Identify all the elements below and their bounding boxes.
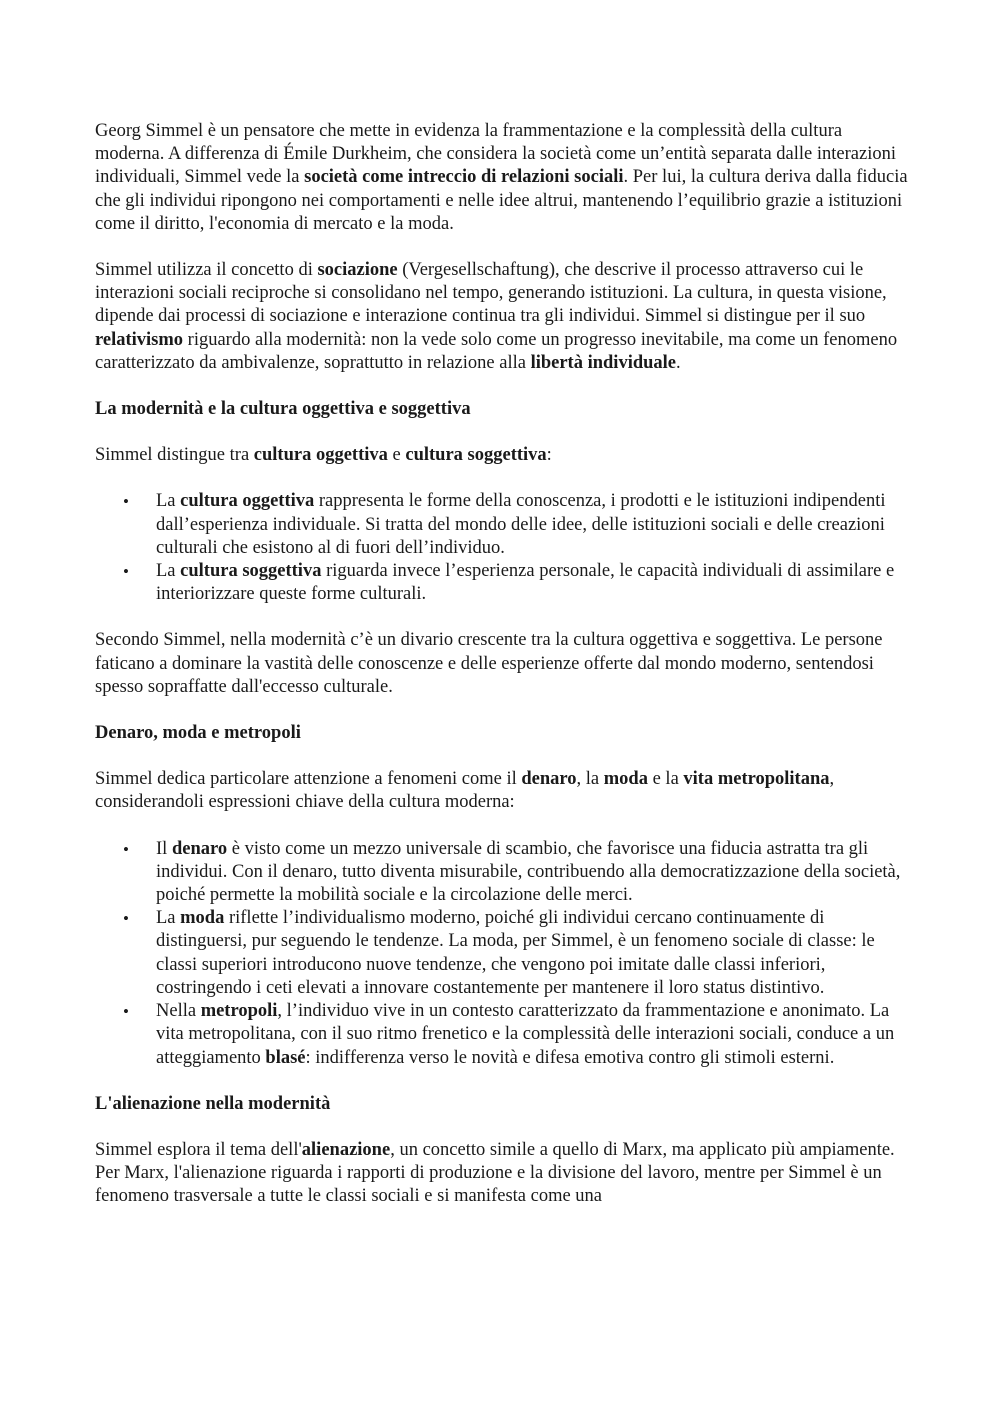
text: : (546, 445, 552, 466)
list-item (95, 907, 915, 1000)
bold-text: blasé (265, 1047, 306, 1068)
list-item (95, 560, 915, 606)
bold-text: denaro (521, 769, 577, 790)
text: e (387, 445, 406, 466)
text: , la (576, 769, 604, 790)
text: Simmel esplora il tema dell' (95, 1139, 302, 1160)
text: rappresenta le forme della conoscenza, i prodotti e le istituzioni indipendenti dall’esperienza individuale. Si tratta del mondo delle idee, delle istituzioni sociali e delle creazioni culturali che esistono al di fuori dell’individuo. (156, 491, 886, 558)
text: riguardo alla modernità: non la vede solo come un progresso inevitabile, ma come un fenomeno caratterizzato da ambivalenze, soprattutto in relazione alla (95, 329, 898, 373)
bold-text: denaro (171, 838, 228, 859)
bold-text: cultura soggettiva (405, 445, 547, 466)
list-item (95, 1000, 915, 1070)
text: riguarda invece l’esperienza personale, le capacità individuali di assimilare e interiorizzare queste forme culturali. (156, 561, 895, 605)
bullet-icon: • (123, 562, 129, 582)
bold-text: libertà individuale (530, 352, 677, 373)
bullet-list-cultura (95, 490, 915, 606)
bullet-icon: • (123, 909, 129, 929)
text: (Vergesellschaftung), che descrive il processo attraverso cui le interazioni sociali reciproche si consolidano nel tempo, generando istituzioni. La cultura, in questa visione, dipende dai processi di sociazione e interazione continua tra gli individui. Simmel si distingue per il suo (95, 260, 887, 327)
text: La (156, 561, 181, 582)
paragraph-divario: Secondo Simmel, nella modernità c’è un divario crescente tra la cultura oggettiva e soggettiva. Le persone faticano a dominare la vastità delle conoscenze e delle esperienze offerte dal mondo moderno, sentendosi spesso sopraffatte dall'eccesso culturale. (95, 630, 883, 697)
text: Simmel utilizza il concetto di (95, 260, 318, 281)
text: . (676, 352, 681, 373)
bold-text: moda (180, 908, 225, 929)
text: Georg Simmel è un pensatore che mette in evidenza la frammentazione e la complessità della cultura moderna. A differenza di Émile Durkheim, che considera la società come un’entità separata dalle interazioni individuali, Simmel vede la (95, 121, 896, 188)
bullet-icon: • (123, 839, 129, 859)
list-item (95, 838, 915, 908)
document-body (95, 120, 915, 1209)
section-heading-alienazione: L'alienazione nella modernità (95, 1093, 331, 1114)
text: e la (647, 769, 684, 790)
section-heading-denaro: Denaro, moda e metropoli (95, 723, 301, 744)
text: , l’individuo vive in un contesto caratterizzato da frammentazione e anonimato. La vita metropolitana, con il suo ritmo frenetico e la complessità delle interazioni sociali, conduce a un atteggiamento (156, 1001, 895, 1068)
text: Simmel dedica particolare attenzione a fenomeni come il (95, 769, 522, 790)
paragraph-intro (95, 120, 915, 236)
bold-text: moda (603, 769, 648, 790)
bold-text: relativismo (95, 329, 184, 350)
text: Il (156, 838, 172, 859)
text: , un concetto simile a quello di Marx, ma applicato più ampiamente. Per Marx, l'alienazione riguarda i rapporti di produzione e la divisione del lavoro, mentre per Simmel è un fenomeno trasversale a tutte le classi sociali e si manifesta come una (95, 1139, 895, 1207)
bold-text: alienazione (301, 1139, 391, 1160)
bullet-icon: • (123, 492, 129, 512)
bold-text: cultura soggettiva (180, 561, 322, 582)
bullet-icon: • (123, 1002, 129, 1022)
paragraph-sociazione (95, 259, 915, 375)
text: Simmel distingue tra (95, 445, 254, 466)
text: La (156, 908, 181, 929)
paragraph-fenomeni (95, 768, 915, 814)
text: . Per lui, la cultura deriva dalla fiducia che gli individui ripongono nei comportamenti e nelle idee altrui, mantenendo l’equilibrio grazie a istituzioni come il diritto, l'economia di mercato e la moda. (95, 167, 908, 234)
bold-text: vita metropolitana (683, 769, 830, 790)
bold-text: cultura oggettiva (253, 445, 388, 466)
text: è visto come un mezzo universale di scambio, che favorisce una fiducia astratta tra gli individui. Con il denaro, tutto diventa misurabile, contribuendo alla democratizzazione della società, poiché permette la mobilità sociale e la circolazione delle merci. (156, 838, 901, 906)
section-heading-modernity: La modernità e la cultura oggettiva e soggettiva (95, 399, 471, 420)
text: : indifferenza verso le novità e difesa emotiva contro gli stimoli esterni. (305, 1047, 835, 1068)
list-item (95, 490, 915, 560)
text: Nella (156, 1001, 201, 1022)
bold-text: sociazione (317, 260, 398, 281)
text: La (156, 491, 181, 512)
paragraph-cultura-intro (95, 444, 915, 467)
bold-text: metropoli (200, 1001, 278, 1022)
bold-text: società come intreccio di relazioni sociali (304, 167, 624, 188)
text: , considerandoli espressioni chiave della cultura moderna: (95, 769, 835, 813)
bold-text: cultura oggettiva (180, 491, 315, 512)
text: riflette l’individualismo moderno, poiché gli individui cercano continuamente di distinguersi, pur seguendo le tendenze. La moda, per Simmel, è un fenomeno sociale di classe: le classi superiori introducono nuove tendenze, che vengono poi imitate dalle classi inferiori, costringendo i ceti elevati a innovare costantemente per mantenere il loro status distintivo. (156, 908, 875, 998)
bullet-list-fenomeni (95, 838, 915, 1070)
paragraph-alienazione (95, 1139, 915, 1209)
